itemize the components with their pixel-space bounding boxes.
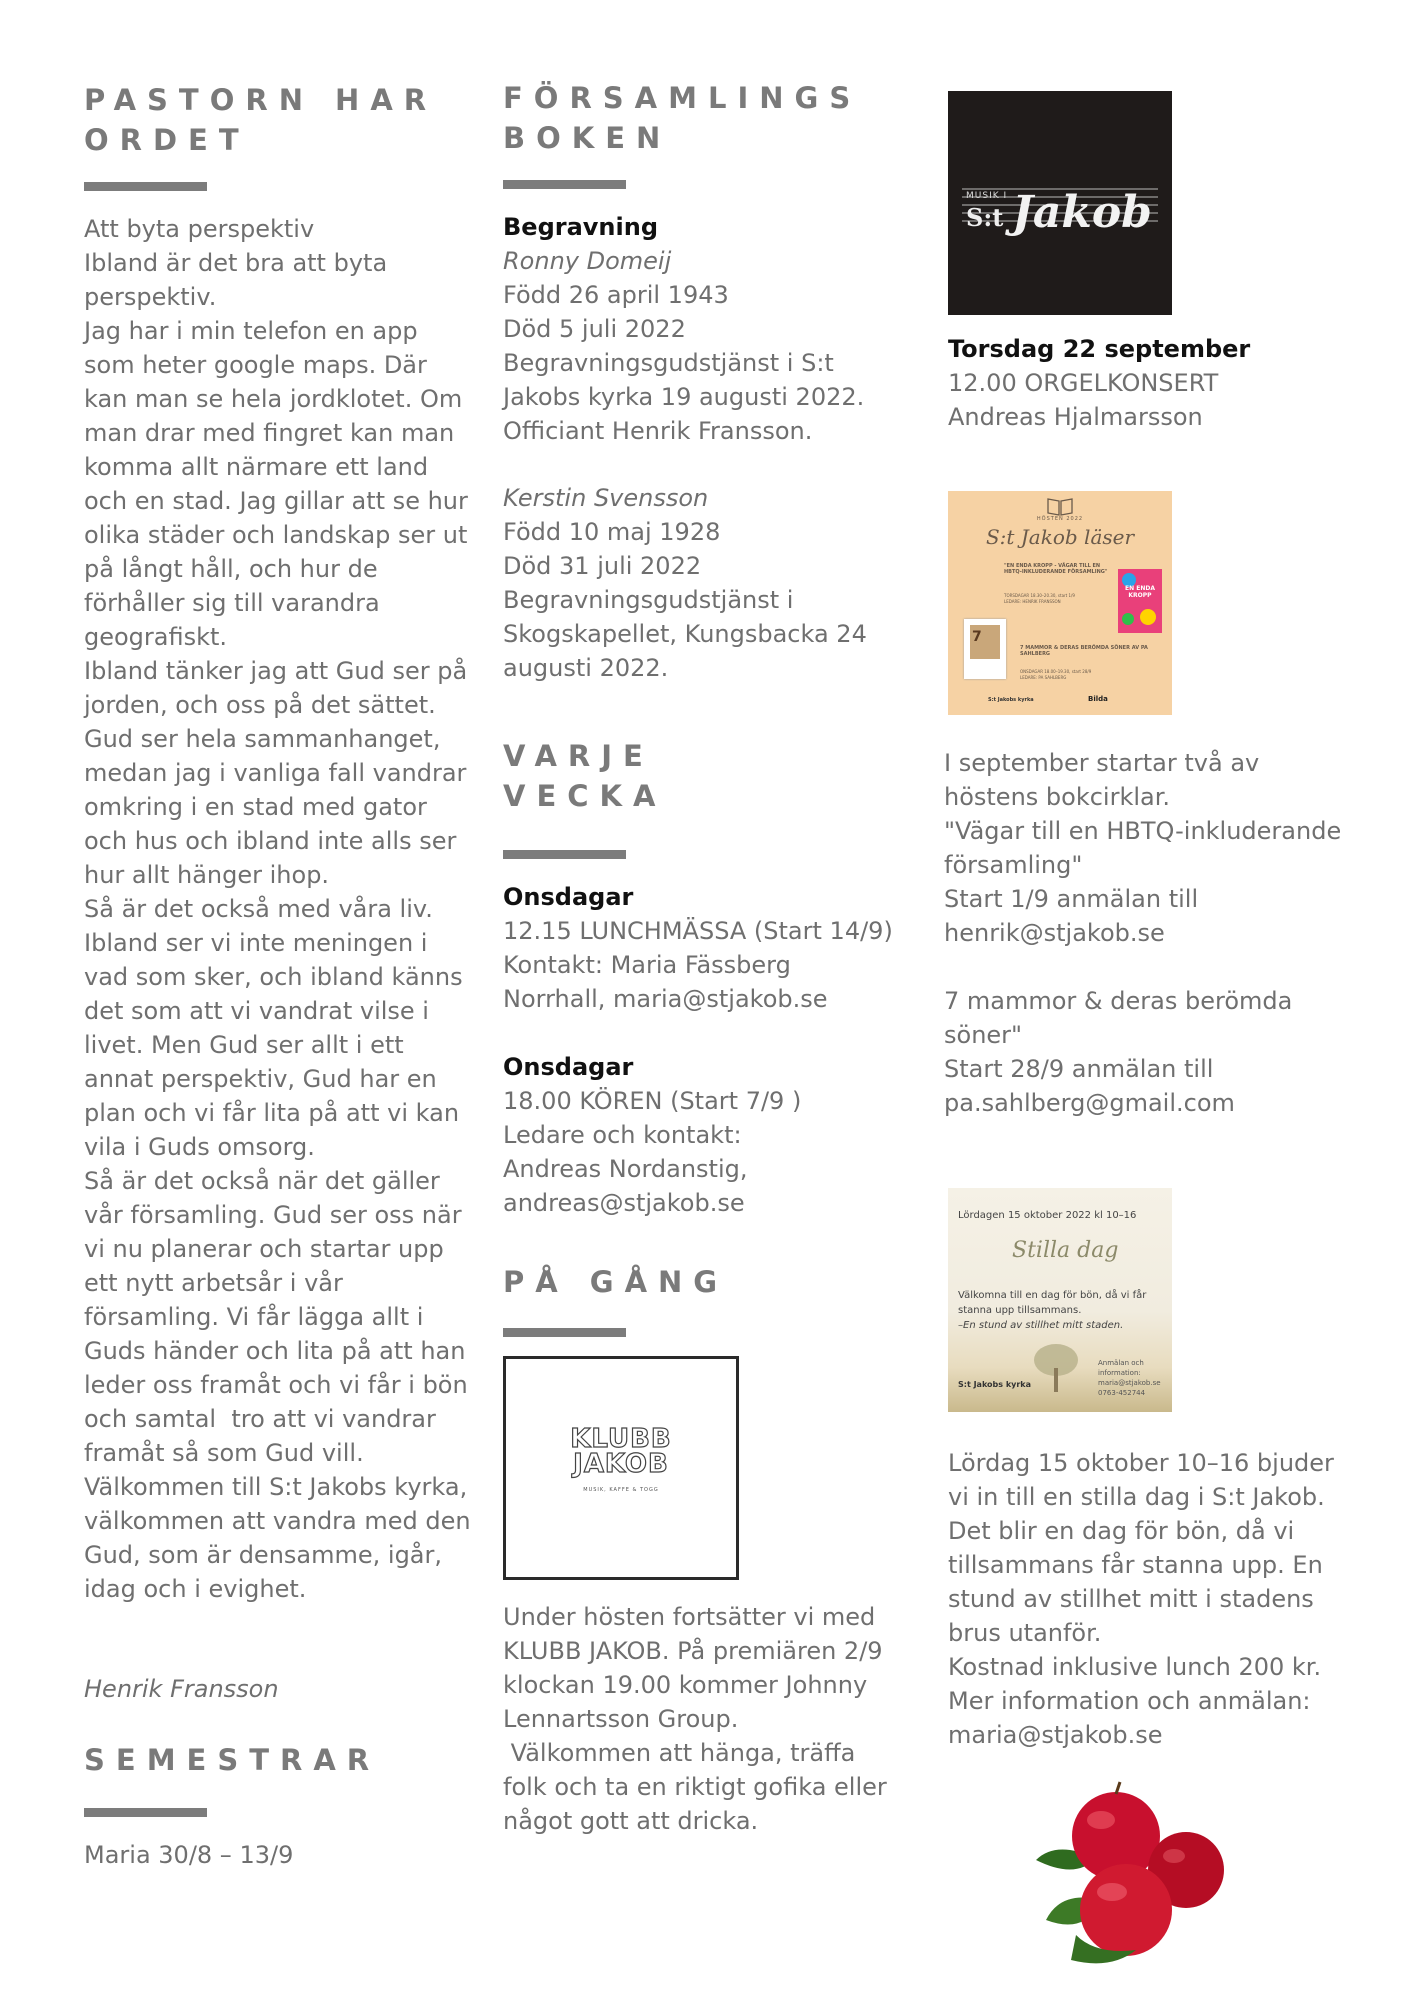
stilla-poster-title: Stilla dag: [1012, 1238, 1119, 1263]
book-cover-title: EN ENDA KROPP: [1125, 585, 1155, 599]
concert-details: 12.00 ORGELKONSERT Andreas Hjalmarsson: [948, 369, 1219, 431]
poster-top-label: HÖSTEN 2022: [1036, 516, 1084, 522]
semester-text: Maria 30/8 – 13/9: [84, 1841, 294, 1869]
stilla-poster-contact: Anmälan och information: maria@stjakob.se 0763-452744: [1098, 1359, 1161, 1397]
poster-book-1-title: "EN ENDA KROPP - VÄGAR TILL EN HBTQ-INKLUDERANDE FÖRSAMLING": [1004, 563, 1108, 575]
musik-st-label: S:t: [966, 203, 1004, 232]
poster-title: S:t Jakob läser: [985, 525, 1135, 549]
klubb-subtitle: MUSIK, KAFFE & TOGG: [583, 1487, 659, 1493]
heading-varje-vecka: VARJE VECKA: [503, 739, 667, 813]
klubb-jakob-title: [506, 1424, 736, 1479]
musik-jakob-label: Jakob: [1012, 187, 1152, 238]
poster-logo-bilda: Bilda: [1088, 695, 1108, 703]
stilla-dag-text: Lördag 15 oktober 10–16 bjuder vi in till en stilla dag i S:t Jakob. Det blir en dag för bön, då vi tillsammans får stanna upp. En stund av stillhet mitt i stadens brus utanför. Kostnad inklusive lunch 200 kr. Mer information och anmälan: maria@stjakob.se: [948, 1449, 1334, 1749]
apples-illustration: [1016, 1770, 1236, 1970]
weekly-details-2: 18.00 KÖREN (Start 7/9 ) Ledare och kontakt: Andreas Nordanstig, andreas@stjakob.se: [503, 1087, 802, 1217]
bokcirkel-text: I september startar två av höstens bokcirklar. "Vägar till en HBTQ-inkluderande församling" Start 1/9 anmälan till henrik@stjakob.se 7 mammor & deras berömda söner" Start 28/9 anmälan till pa.sahlberg@gmail.com: [944, 749, 1342, 1117]
burial-title: Begravning: [503, 213, 659, 241]
book-cover-en-enda-kropp: [1118, 569, 1162, 633]
concert-title: Torsdag 22 september: [948, 335, 1251, 363]
poster-book-1-details: TORSDAGAR 18.30–20.30, start 1/9 LEDARE: HENRIK FRANSSON: [1004, 593, 1075, 604]
weekly-title-2: Onsdagar: [503, 1053, 634, 1081]
burial-details-2: Född 10 maj 1928 Död 31 juli 2022 Begravningsgudstjänst i Skogskapellet, Kungsbacka 24 augusti 2022.: [503, 518, 867, 682]
stilla-poster-date: Lördagen 15 oktober 2022 kl 10–16: [958, 1210, 1137, 1221]
heading-semestrar: SEMESTRAR: [84, 1743, 381, 1777]
tree-icon: [1022, 1338, 1092, 1398]
stilla-poster-quote: –En stund av stillhet mitt staden.: [958, 1320, 1124, 1331]
burial-name-1: Ronny Domeij: [503, 247, 672, 275]
apple-icon: [1080, 1864, 1172, 1956]
weekly-details-1: 12.15 LUNCHMÄSSA (Start 14/9) Kontakt: Maria Fässberg Norrhall, maria@stjakob.se: [503, 917, 893, 1013]
divider: [84, 182, 207, 191]
burial-details-1: Född 26 april 1943 Död 5 juli 2022 Begravningsgudstjänst i S:t Jakobs kyrka 19 augusti 2022. Officiant Henrik Fransson.: [503, 281, 865, 445]
stilla-poster-logo: S:t Jakobs kyrka: [958, 1380, 1032, 1389]
pastor-message: Att byta perspektiv Ibland är det bra att byta perspektiv. Jag har i min telefon en app som heter google maps. Där kan man se hela jordklotet. Om man drar med fingret kan man komma allt närmare ett land och en stad. Jag gillar att se hur olika städer och landskap ser ut på långt håll, och hur de förhåller sig till varandra geografiskt. Ibland tänker jag att Gud ser på jorden, och oss på det sättet. Gud ser hela sammanhanget, medan jag i vanliga fall vandrar omkring i en stad med gator och hus och ibland inte alls ser hur allt hänger ihop. Så är det också med våra liv. Ibland ser vi inte meningen i vad som sker, och ibland känns det som att vi vandrat vilse i livet. Men Gud ser allt i ett annat perspektiv, Gud har en plan och vi får lita på att vi kan vila i Guds omsorg. Så är det också när det gäller vår församling. Gud ser oss när vi nu planerar och startar upp ett nytt arbetsår i vår församling. Vi får lägga allt i Guds händer och lita på att han leder oss framåt och vi får i bön och samtal tro att vi vandrar framåt så som Gud vill. Välkommen till S:t Jakobs kyrka, välkommen att vandra med den Gud, som är densamme, igår, idag och i evighet.: [84, 215, 471, 1603]
klubb-jakob-logo: [503, 1356, 739, 1580]
divider: [503, 180, 626, 189]
poster-logo-st-jakob: S:t Jakobs kyrka: [988, 697, 1034, 703]
heading-forsamlingsboken: FÖRSAMLINGS BOKEN: [503, 81, 862, 155]
klubb-jakob-text: Under hösten fortsätter vi med KLUBB JAKOB. På premiären 2/9 klockan 19.00 kommer Johnny Lennartsson Group. Välkommen att hänga, träffa folk och ta en riktigt gofika eller något gott att dricka.: [503, 1603, 887, 1835]
divider: [503, 1328, 626, 1337]
musik-i-st-jakob-logo: [948, 91, 1172, 315]
signature: Henrik Fransson: [84, 1675, 279, 1703]
divider: [84, 1808, 207, 1817]
poster-book-2-details: ONSDAGAR 18.00–19.30, start 28/9 LEDARE: PA SAHLBERG: [1020, 669, 1092, 680]
heading-pastorn-har-ordet: PASTORN HAR ORDET: [84, 83, 438, 157]
book-cover-7-mammor: 7: [964, 619, 1006, 679]
klubb-line-2: JAKOB: [573, 1449, 669, 1479]
weekly-title-1: Onsdagar: [503, 883, 634, 911]
open-book-icon: [1047, 496, 1073, 516]
heading-pa-gang: PÅ GÅNG: [503, 1265, 729, 1299]
stilla-dag-poster: [948, 1188, 1172, 1412]
divider: [503, 850, 626, 859]
st-jakob-laser-poster: [948, 491, 1172, 715]
musik-small-label: MUSIK I: [966, 191, 1008, 201]
burial-name-2: Kerstin Svensson: [503, 484, 709, 512]
klubb-line-1: KLUBB: [570, 1424, 672, 1454]
stilla-poster-body: Välkomna till en dag för bön, då vi får stanna upp tillsammans.: [958, 1290, 1147, 1316]
poster-book-2-title: 7 MAMMOR & DERAS BERÖMDA SÖNER AV PA SAHLBERG: [1020, 645, 1148, 657]
